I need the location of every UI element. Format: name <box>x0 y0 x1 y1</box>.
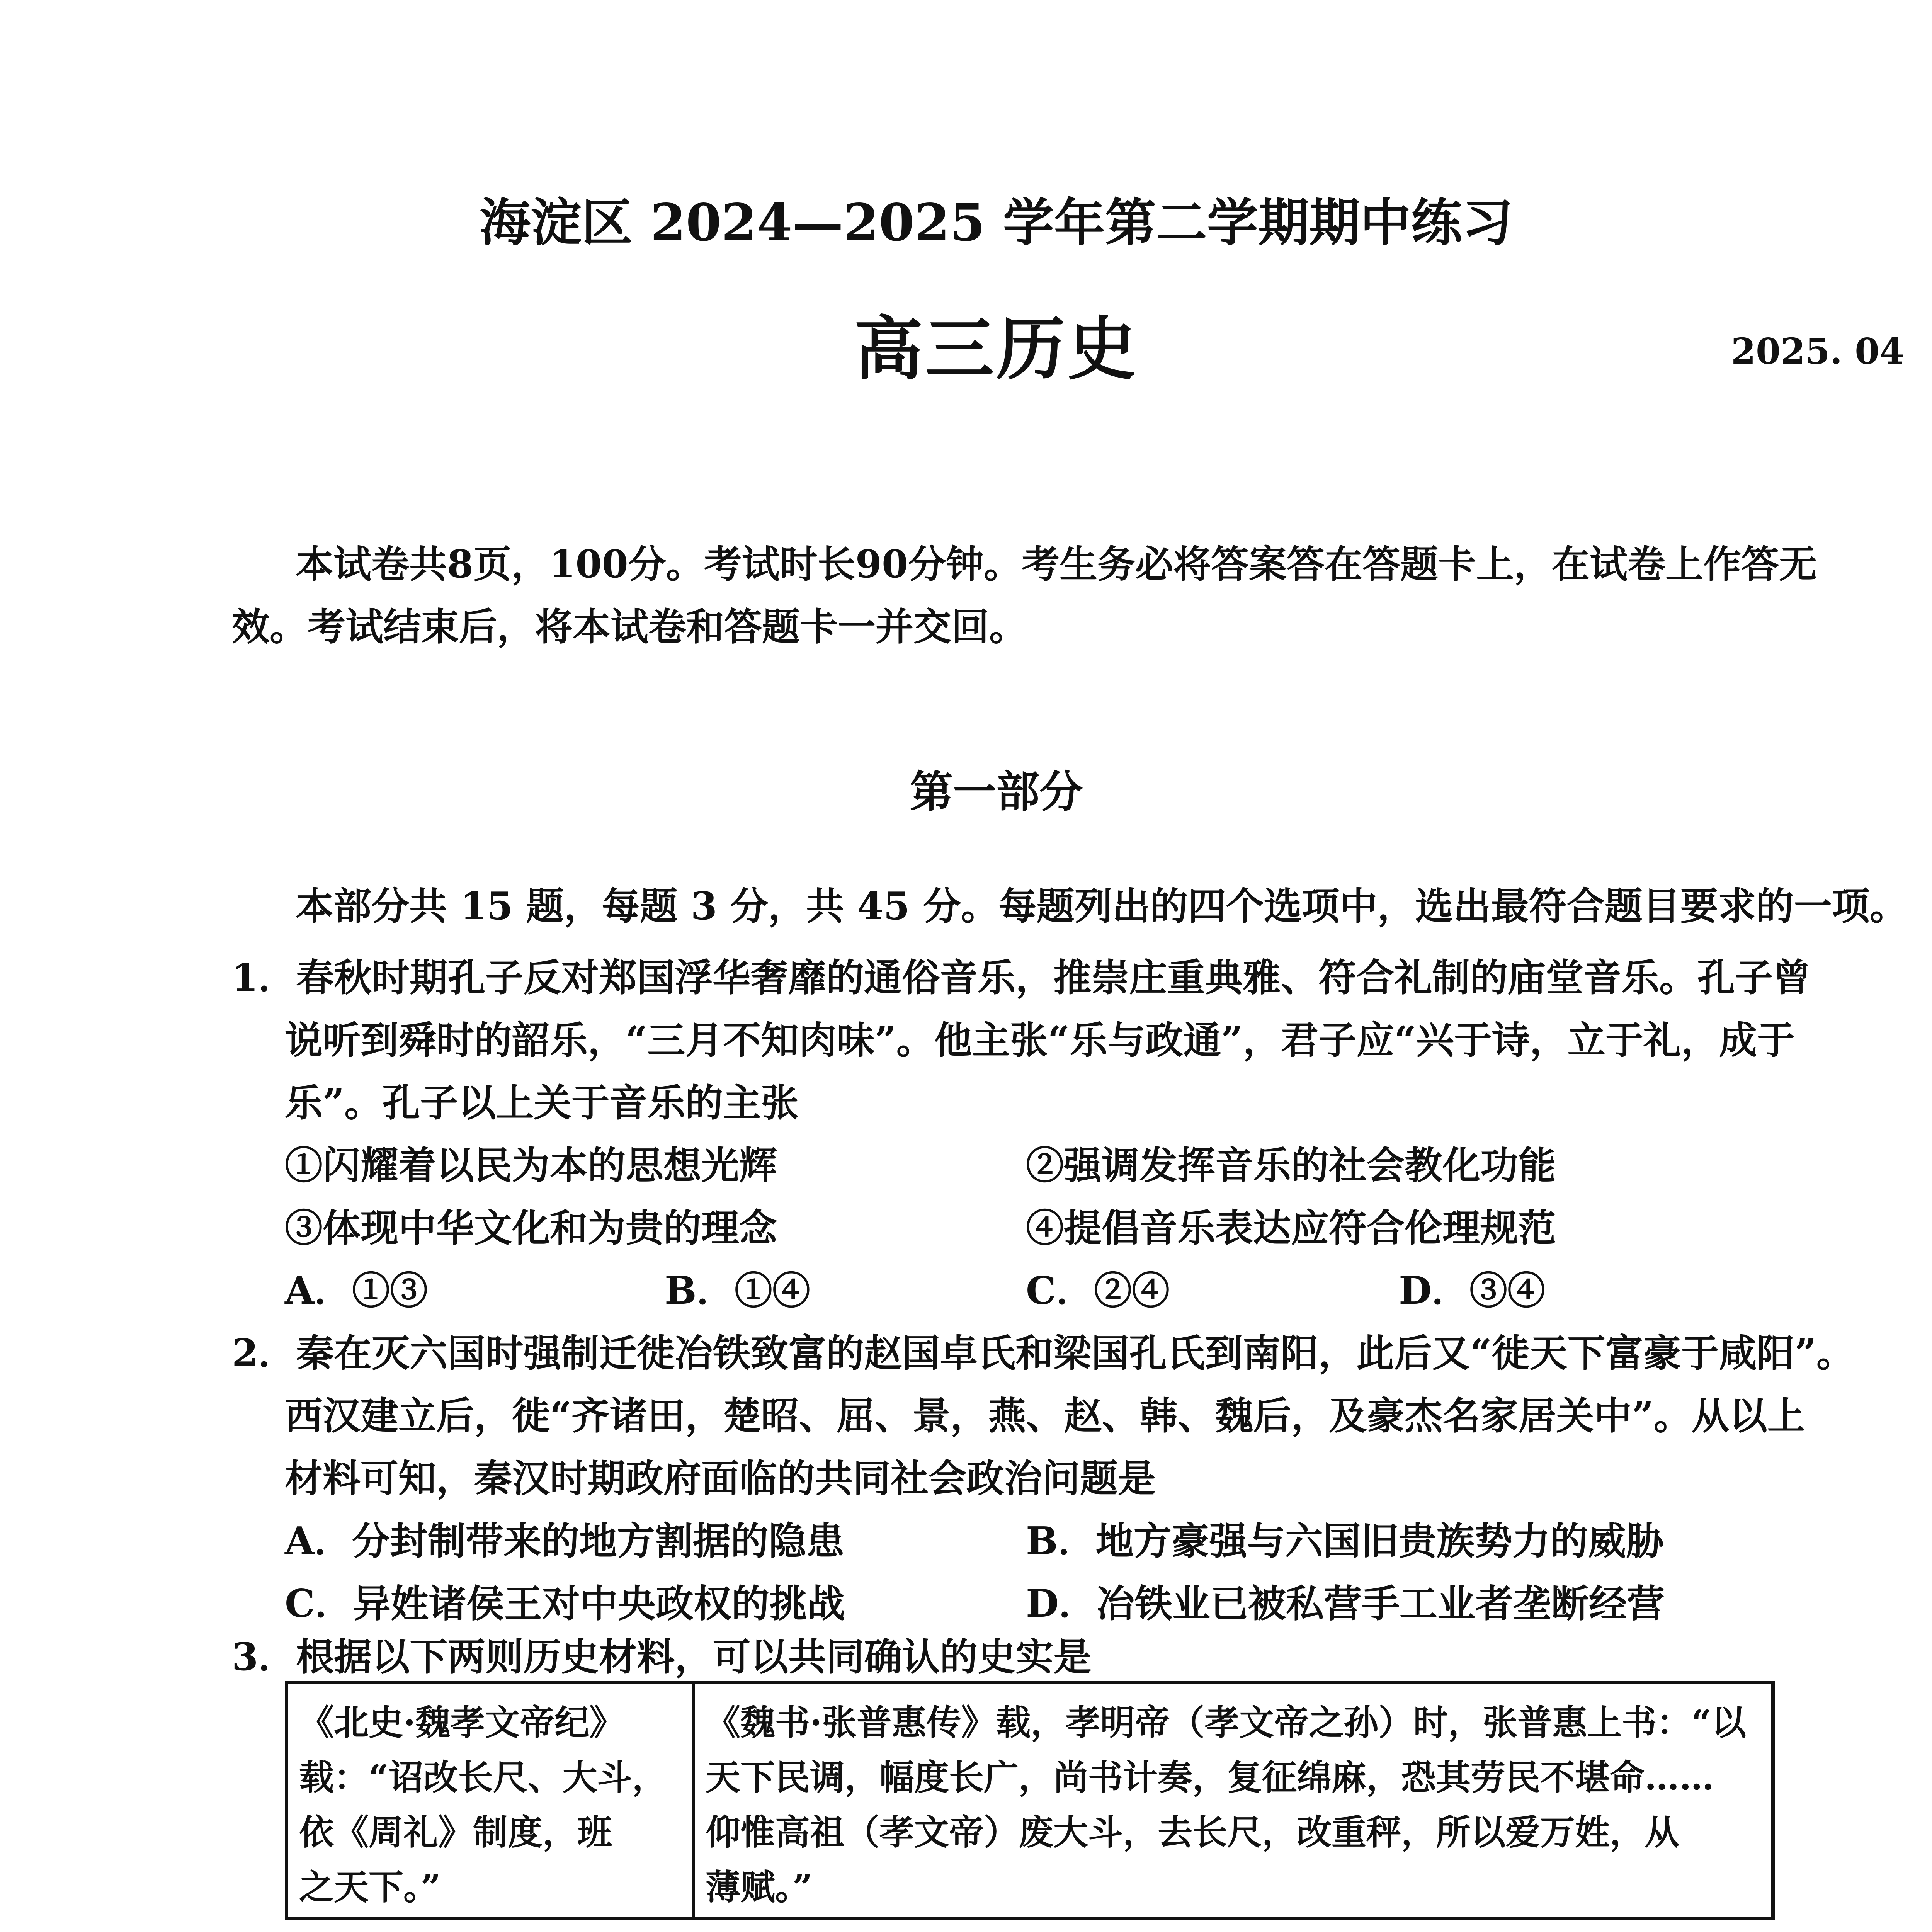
subject-title: 高三历史 <box>854 308 1139 389</box>
q1-item-4: ④提倡音乐表达应符合伦理规范 <box>1026 1206 1556 1250</box>
q3-stem: 3．根据以下两则历史材料，可以共同确认的史实是 <box>232 1635 1092 1679</box>
q3-option-a <box>285 1928 920 1932</box>
q1-line-1: 1．春秋时期孔子反对郑国浮华奢靡的通俗音乐，推崇庄重典雅、符合礼制的庙堂音乐。孔子曾 <box>232 956 1811 1000</box>
q3-right-line: 仰惟高祖（孝文帝）废大斗，去长尺，改重秤，所以爱万姓，从 <box>706 1812 1679 1853</box>
q2-option-d: D．冶铁业已被私营手工业者垄断经营 <box>1026 1582 1665 1626</box>
q1-option-b: B．①④ <box>665 1269 810 1313</box>
q3-left-line: 依《周礼》制度，班 <box>299 1812 612 1853</box>
q3-material-left <box>287 1683 694 1919</box>
q2-line-1: 2．秦在灭六国时强制迁徙冶铁致富的赵国卓氏和梁国孔氏到南阳，此后又“徙天下富豪于咸阳”。 <box>232 1331 1854 1376</box>
section-title: 第一部分 <box>910 767 1083 817</box>
q1-option-d: D．③④ <box>1399 1269 1545 1313</box>
q1-option-c: C．②④ <box>1026 1269 1170 1313</box>
q2-option-c: C．异姓诸侯王对中央政权的挑战 <box>285 1582 845 1626</box>
exam-date: 2025. 04 <box>1731 330 1905 372</box>
exam-title: 海淀区 2024—2025 学年第二学期期中练习 <box>480 193 1513 253</box>
q1-item-2: ②强调发挥音乐的社会教化功能 <box>1026 1143 1556 1188</box>
q3-option-b <box>1026 1928 1664 1932</box>
q1-option-a: A．①③ <box>285 1269 428 1313</box>
q3-left-line: 载：“诏改长尺、大斗， <box>299 1757 667 1798</box>
q2-option-b: B．地方豪强与六国旧贵族势力的威胁 <box>1026 1519 1664 1563</box>
q3-right-line: 天下民调，幅度长广，尚书计奏，复征绵麻，恐其劳民不堪命…… <box>706 1757 1714 1798</box>
q3-left-line: 《北史·魏孝文帝纪》 <box>299 1702 624 1743</box>
q2-line-3: 材料可知，秦汉时期政府面临的共同社会政治问题是 <box>285 1456 1156 1501</box>
q1-line-2: 说听到舜时的韶乐，“三月不知肉味”。他主张“乐与政通”，君子应“兴于诗，立于礼，成于 <box>285 1018 1795 1063</box>
q3-left-line: 之天下。” <box>299 1867 441 1908</box>
q3-material-table <box>285 1681 1775 1920</box>
instructions-line-2: 效。考试结束后，将本试卷和答题卡一并交回。 <box>232 605 1027 649</box>
q3-right-line: 薄赋。” <box>706 1867 813 1908</box>
q1-item-3: ③体现中华文化和为贵的理念 <box>285 1206 777 1250</box>
q3-right-line: 《魏书·张普惠传》载，孝明帝（孝文帝之孙）时，张普惠上书：“以 <box>706 1702 1747 1743</box>
q2-line-2: 西汉建立后，徙“齐诸田，楚昭、屈、景，燕、赵、韩、魏后，及豪杰名家居关中”。从以上 <box>285 1394 1805 1438</box>
section-note: 本部分共 15 题，每题 3 分，共 45 分。每题列出的四个选项中，选出最符合题目要求的一项。 <box>296 884 1908 929</box>
instructions-line-1: 本试卷共8页，100分。考试时长90分钟。考生务必将答案答在答题卡上，在试卷上作答无 <box>296 542 1817 587</box>
q1-line-3: 乐”。孔子以上关于音乐的主张 <box>285 1081 799 1125</box>
q2-option-a: A．分封制带来的地方割据的隐患 <box>285 1519 845 1563</box>
q3-material-right <box>694 1683 1773 1919</box>
q1-item-1: ①闪耀着以民为本的思想光辉 <box>285 1143 777 1188</box>
